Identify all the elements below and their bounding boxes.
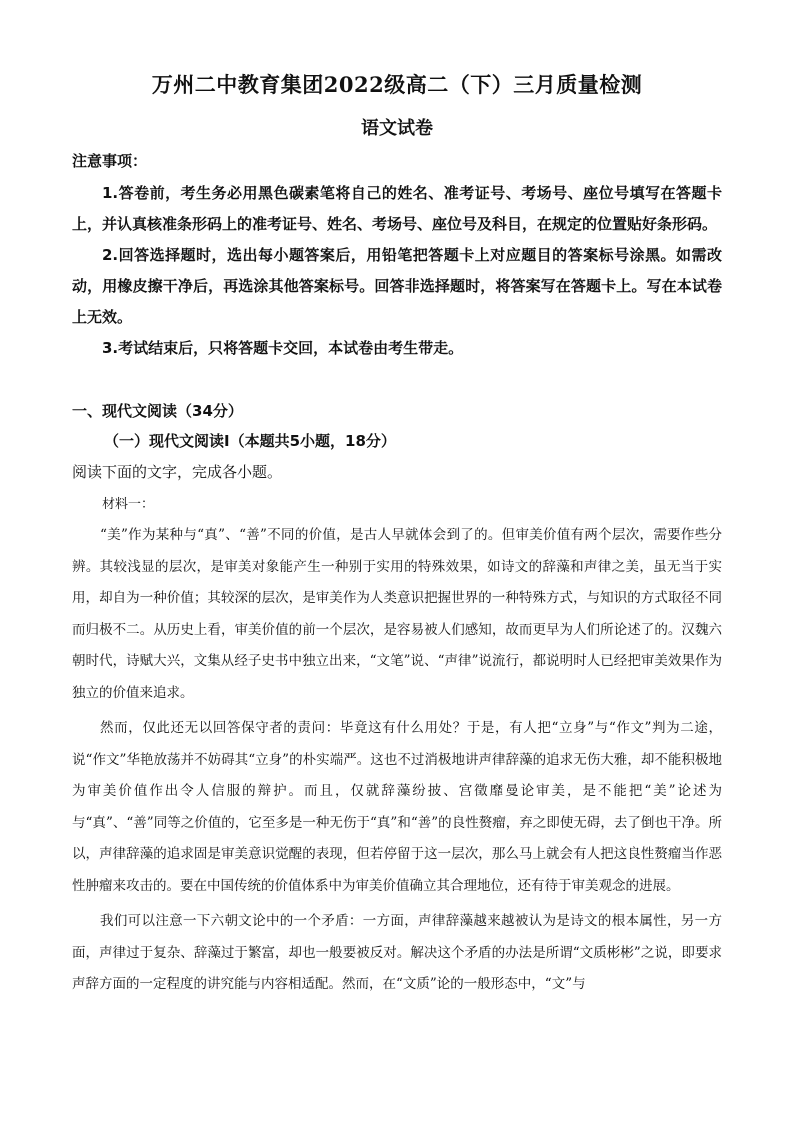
exam-subtitle: 语文试卷 — [361, 118, 433, 139]
passage-body — [72, 520, 722, 1005]
passage-paragraph-1: “美”作为某种与“真”、“善”不同的价值，是古人早就体会到了的。但审美价值有两个层次，需要作些分辨。其较浅显的层次，是审美对象能产生一种别于实用的特殊效果，如诗文的辞藻和声律之美，虽无当于实用，却自为一种价值；其较深的层次，是审美作为人类意识把握世界的一种特殊方式，与知识的方式取径不同而归极不二。从历史上看，审美价值的前一个层次，是容易被人们感知，故而更早为人们所论述了的。汉魏六朝时代，诗赋大兴，文集从经子史书中独立出来，“文笔”说、“声律”说流行，都说明时人已经把审美效果作为独立的价值来追求。 — [72, 527, 722, 701]
notice-item-3: 3.考试结束后，只将答题卡交回，本试卷由考生带走。 — [102, 339, 464, 357]
passage-paragraph-2: 然而，仅此还无以回答保守者的责问：毕竟这有什么用处？于是，有人把“立身”与“作文”判为二途，说“作文”华艳放荡并不妨碍其“立身”的朴实端严。这也不过消极地讲声律辞藻的追求无伤大雅，却不能积极地为审美价值作出令人信服的辩护。而且，仅就辞藻纷披、宫徵靡曼论审美，是不能把“美”论述为与“真”、“善”同等之价值的，它至多是一种无伤于“真”和“善”的良性赘瘤，弃之即使无碍，去了倒也干净。所以，声律辞藻的追求固是审美意识觉醒的表现，但若停留于这一层次，那么马上就会有人把这良性赘瘤当作恶性肿瘤来攻击的。要在中国传统的价值体系中为审美价值确立其合理地位，还有待于审美观念的进展。 — [72, 720, 722, 894]
notice-list — [72, 178, 722, 364]
notice-item-2: 2.回答选择题时，选出每小题答案后，用铅笔把答题卡上对应题目的答案标号涂黑。如需改动，用橡皮擦干净后，再选涂其他答案标号。回答非选择题时，将答案写在答题卡上。写在本试卷上无效。 — [72, 246, 722, 326]
material-label: 材料一： — [102, 497, 155, 512]
notice-heading: 注意事项： — [72, 152, 148, 170]
exam-title: 万州二中教育集团2022级高二（下）三月质量检测 — [151, 72, 643, 97]
reading-instruction: 阅读下面的文字，完成各小题。 — [72, 463, 283, 481]
passage-paragraph-3: 我们可以注意一下六朝文论中的一个矛盾：一方面，声律辞藻越来越被认为是诗文的根本属性，另一方面，声律过于复杂、辞藻过于繁富，却也一般要被反对。解决这个矛盾的办法是所谓“文质彬彬”之说，即要求声辞方面的一定程度的讲究能与内容相适配。然而，在“文质”论的一般形态中，“文”与 — [72, 913, 722, 992]
notice-item-1: 1.答卷前，考生务必用黑色碳素笔将自己的姓名、准考证号、考场号、座位号填写在答题卡上，并认真核准条形码上的准考证号、姓名、考场号、座位号及科目，在规定的位置贴好条形码。 — [72, 184, 722, 233]
subsection-heading: （一）现代文阅读I（本题共5小题，18分） — [104, 432, 396, 450]
section-heading: 一、现代文阅读（34分） — [72, 402, 243, 420]
